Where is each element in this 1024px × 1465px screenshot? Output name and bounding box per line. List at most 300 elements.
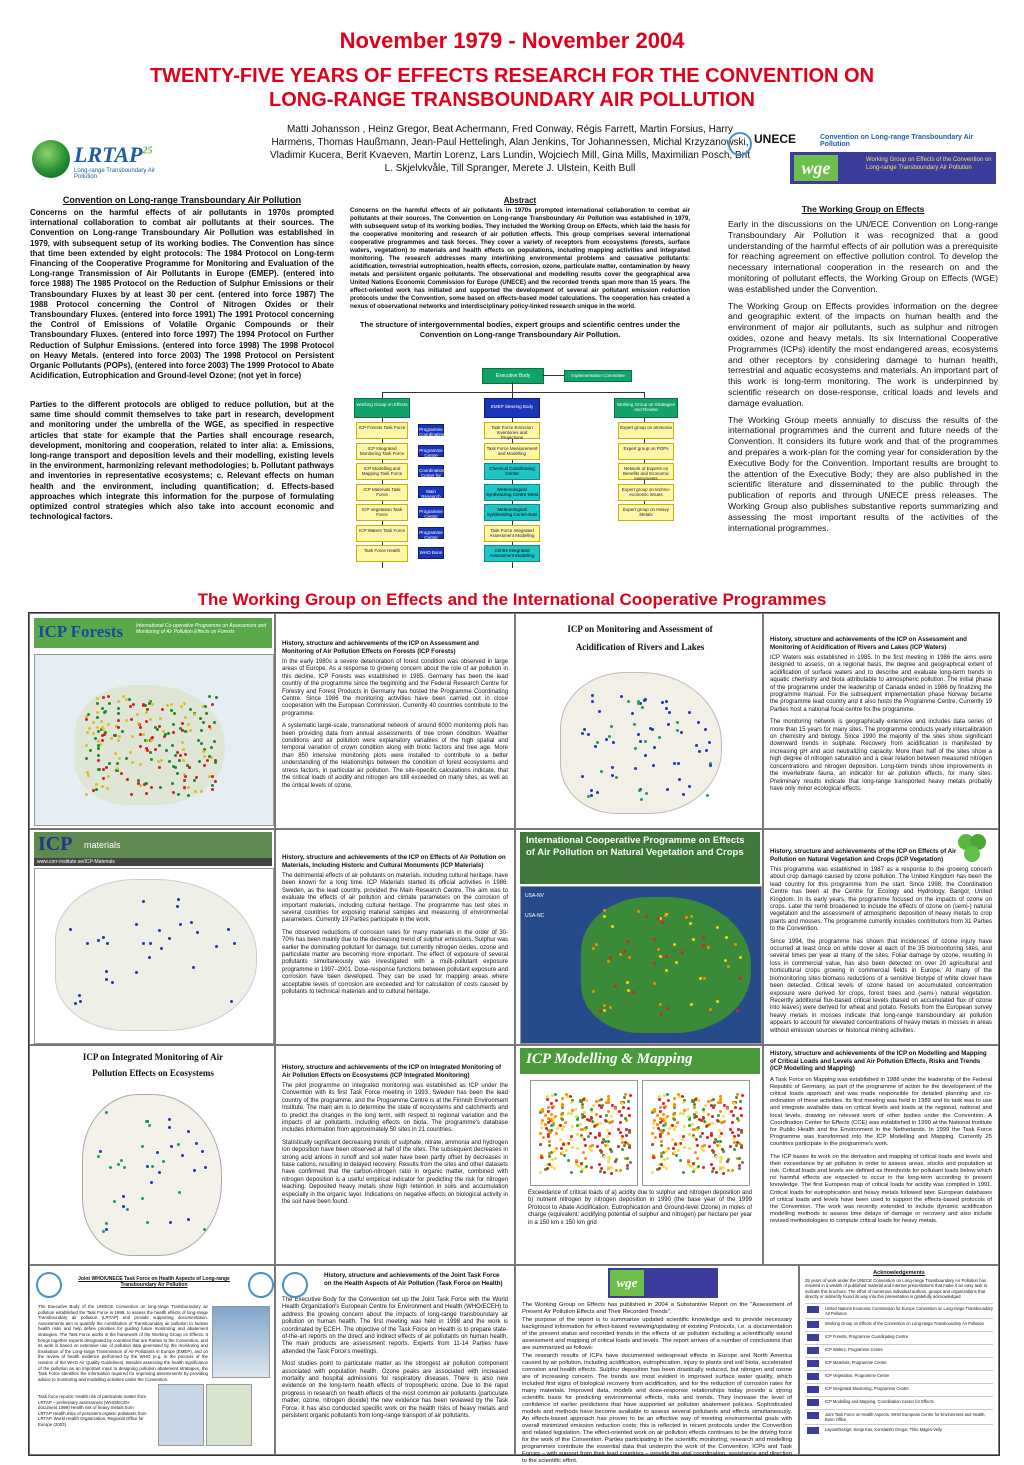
report-p2: The research results of ICPs have documented widespread effects in Europe and North America caused by air pollution, including acidification, eutrophication, injury to plants and soil biota, accelerated corrosion and health effects. Sulphur deposition has been drastically reduced, but nitrogen and ozone are of increasing concern. The trends are most evident in improved surface water quality, which included first signs of biological recovery from acidification, and for the reduction of corrosion rates for many materials. Improved data, models and dose-response relationships today provide a strong scientific basis for predicting environmental effects, risks and trends. They increase the level of confidence of earlier predictions that have supported air pollution abatement policies. Sophisticated models and methods have become available to assess several pollutants and effects simultaneously. An effects-based approach has proven to be an effective way of meeting environmental goals with overall minimized emission reduction costs; this is reflected in recent protocols under the Convention and related legislation. The effect-oriented work on air pollution effects continues to be the driving force for the work of the Convention. Parties participating in the scientific monitoring, research and modelling programmes contribute the essential data that underpin the work of the Convention. ICPs and Task Forces – with support from their lead countries – provide the vital coordination, assistance and direction to the scientific effort. [522, 1353, 792, 1464]
map-dot [621, 1148, 624, 1151]
materials-header-bar [34, 832, 272, 858]
org-wgsr-item-3: Expert group on techno-economic issues [618, 484, 674, 501]
map-dot [652, 1122, 655, 1125]
unece-conv-text: Convention on Long-range Transboundary Air Pollution [820, 134, 974, 148]
map-dot [118, 757, 121, 760]
map-dot [659, 1110, 662, 1113]
map-dot [672, 1113, 675, 1116]
map-dot [695, 1115, 698, 1118]
map-dot [619, 1131, 622, 1134]
map-dot [551, 1158, 554, 1161]
health-left-cell [29, 1265, 275, 1455]
map-dot [575, 1159, 578, 1162]
map-dot [688, 1118, 691, 1121]
map-dot [651, 1132, 654, 1135]
map-dot [732, 1114, 735, 1117]
ack-item [805, 1344, 993, 1357]
map-dot [151, 1165, 154, 1168]
map-dot [619, 1169, 622, 1172]
map-dot [576, 1118, 579, 1121]
map-dot [600, 1167, 603, 1170]
map-dot [688, 1133, 691, 1136]
mm-p2: The ICP bases its work on the derivation and mapping of critical loads and levels and their exceedance by air pollution in order to assess areas, stocks and population at risk. Critical loads and levels are defined as thresholds for pollutant loads below which no harmful effects are expected to occur in the long-term according to present knowledge. The first European map of critical loads for acidity was compiled in 1991. Critical loads for eutrophication and heavy metals followed later. European databases of critical loads and levels have been used to support the effects-based protocols of the Convention. The work was recently extended to include dynamic acidification modelling methods to assess time delays of damage or recovery and also include revised methodologies to compute critical loads for heavy metals. [770, 1153, 992, 1225]
map-dot [601, 1104, 604, 1107]
map-dot [611, 1104, 614, 1107]
map-dot [110, 737, 113, 740]
forests-map [34, 654, 274, 826]
map-dot [710, 1134, 713, 1137]
org-icp-2: ICP Modelling and Mapping Task Force [356, 463, 408, 480]
map-dot [168, 1126, 171, 1129]
authors: Matti Johansson , Heinz Gregor, Beat Achermann, Fred Conway, Régis Farrett, Martin Forsius, Harry Harmens, Thomas Haußmann, Jean-Paul Hettelingh, Alan Jenkins, Tor Johannessen, Michal Krzyzanowski, Vladimir Kucera, Berit Kvaeven, Martin Lorenz, Lars Lundin, Wojciech Mill, Gina Mills, Maximilian Posch, Brit L. Skjelvkvåle, Till Spranger, Merete J. Ulstein, Keith Bull [270, 124, 750, 174]
map-dot [677, 1149, 680, 1152]
map-dot [214, 780, 217, 783]
map-dot [716, 1000, 719, 1003]
map-dot [183, 786, 186, 789]
health-p2: Most studies point to particulate matter as the strongest air pollution component associated with population health. Ozone peaks are associated with increased mortality and hospital admissions for respiratory diseases. There is also new evidence on the long-term health effects of tropospheric ozone. Due to the rapid progress in research on health effects of the most common air pollutants (particulate matter, ozone, nitrogen dioxide) the new evidence has been reviewed by the Task Force. It has also conducted specific work on the health risks of heavy metals and persistent organic pollutants from long-range transport of air pollutants. [282, 1361, 508, 1420]
map-dot [688, 711, 691, 714]
map-dot [200, 742, 203, 745]
map-dot [674, 1143, 677, 1146]
forests-title: History, structure and achievements of the ICP on Assessment and Monitoring of Air Pollution Effects on Forests (ICP Forests) [282, 640, 479, 655]
map-dot [641, 706, 644, 709]
map-dot [97, 747, 100, 750]
map-dot [555, 1099, 558, 1102]
map-dot [722, 1172, 725, 1175]
map-dot [149, 751, 152, 754]
mm-header-bar [520, 1048, 760, 1074]
map-dot [620, 695, 623, 698]
map-dot [620, 1137, 623, 1140]
map-dot [603, 1171, 606, 1174]
mm-image-cell [515, 1045, 763, 1265]
map-dot [69, 928, 72, 931]
map-dot [614, 985, 617, 988]
ack-item-text: Working Group on Effects of the Convention on Long-range Transboundary Air Pollution [825, 1321, 984, 1327]
wge-p3: The Working Group meets annually to discuss the results of the international programmes and the current and future needs of the Convention. It considers its future work and that of the programmes and prepares a work-plan for the coming year for consideration by the Executive Body for the Convention. Important results are brought to the attention of the Executive Body; they are also published in the scientific literature and disseminated to the public through the publication of reports and through UNECE press releases. The Working Group also publishes substantive reports summarizing and assessing the most important results of the activities of the international programmes. [728, 414, 998, 533]
map-dot [628, 956, 631, 959]
materials-text-cell [275, 829, 515, 1045]
title-line-1: TWENTY-FIVE YEARS OF EFFECTS RESEARCH FOR THE CONVENTION ON [149, 65, 875, 87]
map-dot [590, 789, 593, 792]
map-dot [618, 1110, 621, 1113]
wge-p2: The Working Group on Effects provides information on the degree and geographic extent of the impacts on human health and the environment of major air pollutants, such as sulphur and nitrogen oxides, ozone and heavy metals. Its six International Cooperative Programmes (ICPs) identify the most endangered areas, ecosystems and other receptors by considering damage to human health, terrestrial and aquatic ecosystems and materials. An important part of this work is long-term monitoring. The work is underpinned by scientific research on dose-response, critical loads and levels and damage evaluation. [728, 300, 998, 408]
map-dot [199, 717, 202, 720]
map-dot [101, 785, 104, 788]
org-centre-0: Programme Coordinating Centre [418, 424, 444, 436]
report-cover-image-2 [158, 1384, 204, 1446]
map-dot [595, 1113, 598, 1116]
ack-item-text: ICP Forests, Programme Coordinating Centre [825, 1334, 908, 1340]
map-dot [693, 1168, 696, 1171]
map-dot [675, 961, 678, 964]
map-dot [623, 1144, 626, 1147]
map-dot [548, 1144, 551, 1147]
map-dot [589, 1132, 592, 1135]
map-dot [86, 731, 89, 734]
map-dot [667, 1132, 670, 1135]
map-dot [666, 1093, 669, 1096]
map-dot [546, 1095, 549, 1098]
map-dot [150, 1181, 153, 1184]
abstract-title: Abstract [503, 196, 537, 205]
map-dot [570, 1171, 573, 1174]
map-dot [708, 1123, 711, 1126]
map-dot [715, 1171, 718, 1174]
map-dot [692, 938, 695, 941]
map-dot [79, 1000, 82, 1003]
map-dot [195, 776, 198, 779]
map-dot [604, 1144, 607, 1147]
map-dot [581, 732, 584, 735]
map-dot [145, 782, 148, 785]
org-icp-6: Task Force Health [356, 545, 408, 562]
map-dot [184, 753, 187, 756]
org-emep-item-1: Task Force Measurement and Modelling [484, 443, 540, 460]
mm-caption: Exceedance of critical loads of a) acidity due to sulphur and nitrogen deposition and b) nutrient nitrogen by nitrogen deposition in 1990 (the base year of the 1999 Protocol to Abate Acidification, Eutrophication and Ground-level Ozone) in moles of charge (equivalent: acidifying potential of sulphur and nitrogen) per hectare per year in a 150 km x 150 km grid [528, 1190, 752, 1226]
map-dot [142, 942, 145, 945]
map-dot [208, 695, 211, 698]
map-dot [590, 1116, 593, 1119]
map-dot [617, 1145, 620, 1148]
map-dot [598, 1134, 601, 1137]
map-dot [211, 703, 214, 706]
waters-p1: ICP Waters was established in 1985. In the first meeting in 1986 the aims were designed to assess, on a regional basis, the degree and geographical extent of acidification of surface waters and to describe and evaluate long-term trends in aquatic chemistry and biota attributable to atmospheric pollution. The initial phase of the programme under the leadership of Canada ended in 1986 by finalizing the programme manual. For the subsequent implementation phase Norway became the programme lead country and it also hosts the Programme Centre. Currently 19 Parties host a national focal centre for the programme. [770, 655, 992, 713]
map-dot [667, 1147, 670, 1150]
map-dot [654, 1136, 657, 1139]
map-dot [596, 741, 599, 744]
map-dot [574, 1108, 577, 1111]
map-dot [102, 936, 105, 939]
org-centre-6: WHO Bonn [418, 547, 444, 559]
map-dot [590, 1149, 593, 1152]
map-dot [706, 1136, 709, 1139]
map-dot [539, 1132, 542, 1135]
map-dot [606, 1144, 609, 1147]
map-dot [97, 1155, 100, 1158]
map-dot [92, 789, 95, 792]
map-dot [673, 1097, 676, 1100]
map-dot [731, 1131, 734, 1134]
map-dot [541, 1110, 544, 1113]
map-dot [665, 1167, 668, 1170]
lrtap-25: 25 [142, 145, 153, 157]
map-dot [203, 764, 206, 767]
map-dot [720, 1132, 723, 1135]
map-dot [611, 774, 614, 777]
map-dot [607, 1110, 610, 1113]
map-dot [657, 1127, 660, 1130]
map-dot [605, 1114, 608, 1117]
ack-logo-icon [807, 1347, 819, 1354]
map-dot [570, 1135, 573, 1138]
map-dot [631, 712, 634, 715]
map-dot [125, 757, 128, 760]
forests-p1: In the early 1980s a severe deterioration of forest condition was observed in large areas of Europe. As a response to growing concern about the role of air pollution in this decline, ICP Forests was established in 1985. Germany has been the lead country of the programme since the beginning and the Federal Research Centre for Forestry and Forest Products in Germany has hosted the Programme Coordinating Centre. Since 1986 the monitoring activities have been carried out in close cooperation with the European Commission. Currently 40 countries contribute to the programme. [282, 659, 508, 717]
map-dot [712, 1106, 715, 1109]
map-dot [722, 1166, 725, 1169]
map-dot [569, 1095, 572, 1098]
map-dot [696, 1144, 699, 1147]
map-dot [179, 923, 182, 926]
map-dot [565, 1149, 568, 1152]
map-dot [735, 1144, 738, 1147]
map-dot [628, 1146, 631, 1149]
map-dot [730, 1110, 733, 1113]
map-dot [720, 1157, 723, 1160]
map-dot [690, 1003, 693, 1006]
map-dot [665, 969, 668, 972]
map-dot [628, 1114, 631, 1117]
date-range: November 1979 - November 2004 [339, 28, 685, 53]
ack-logo-icon [807, 1360, 819, 1367]
map-dot [102, 768, 105, 771]
map-dot [166, 704, 169, 707]
map-dot [74, 1002, 77, 1005]
map-dot [651, 1171, 654, 1174]
im-p2: Statistically significant decreasing trends of sulphate, nitrate, ammonia and hydrogen ion deposition have been observed at half of the sites. The subsequent decreases in strong acid anions in runoff and soil water have been partly offset by decreases in base cations, resulting in delayed recovery. Results from the sites and other datasets have confirmed that the carbon-nitrogen ratio in organic matter, combined with nitrogen deposition is a useful empirical indicator for predicting the risk for nitrogen leaching. Deposited heavy metals show high retention in soils and accumulation especially in the organic layer. Indications on negative effects on biological activity in the soil have been found. [282, 1139, 508, 1206]
map-dot [123, 1166, 126, 1169]
map-dot [608, 1121, 611, 1124]
map-dot [665, 1150, 668, 1153]
map-dot [626, 1167, 629, 1170]
map-dot [567, 1159, 570, 1162]
map-dot [111, 981, 114, 984]
wge-section-title: The Working Group on Effects [801, 204, 925, 214]
map-dot [703, 1144, 706, 1147]
health-left-reports: Task force reports: Health risk of particulate matter from LRTAP – preliminary assessment (WHO/ECEH document 1999) Health risk of heavy metals from LRTAP Health risks of persistent organic pollutants from LRTAP. World Health Organization, Regional Office for Europe (2003) [38, 1394, 147, 1427]
map-dot [672, 1147, 675, 1150]
map-dot [145, 1120, 148, 1123]
map-dot [555, 1132, 558, 1135]
wge-report-logo: wge [610, 1270, 644, 1296]
map-dot [740, 1146, 743, 1149]
health-title: History, structure and achievements of the Joint Task Force on the Health Aspects of Air Pollution (Task Force on Health) [324, 1272, 503, 1287]
map-dot [165, 749, 168, 752]
map-dot [122, 695, 125, 698]
map-dot [145, 711, 148, 714]
lrtap-sub: Long-range Transboundary Air Pollution [74, 168, 156, 180]
map-dot [592, 1104, 595, 1107]
org-emep-item-2: Chemical Coordinating Centre [484, 463, 540, 480]
map-dot [637, 910, 640, 913]
mm-p1: A Task Force on Mapping was established in 1988 under the leadership of the Federal Republic of Germany, as part of the programme of action for the development of the critical loads approach and was made responsible for detailed planning and co-ordination of these activities. Its first meeting was held in 1989 and its task was to use and integrate available data on critical levels and loads at the regional, national and local levels, drawing on relevant work of other bodies under the Convention. A Coordination Center for Effects (CCE) was established in 1990 at the National Institute for Public Health and the Environment in the Netherlands. In 1999 the Task Force Programme was transformed into the ICP Modelling and Mapping. Currently 25 countries participate in the programme's work. [770, 1076, 992, 1148]
health-left-title: Joint WHO/UNECE Task Force on Health Aspects of Long-range Transboundary Air Pollution [78, 1276, 230, 1288]
map-dot [122, 1205, 125, 1208]
map-dot [545, 1127, 548, 1130]
ack-text: 25 years of work under the UNECE Convention on Long-range Transboundary Air Pollution has resulted in a wealth of published material and internet presentations that make it an easy task to indicate this brochure. The effort of numerous individual authors, groups and organizations that directly or indirectly found its way into this presentation is gratefully acknowledged [805, 1278, 988, 1299]
map-dot [605, 738, 608, 741]
map-dot [105, 970, 108, 973]
ack-item [805, 1409, 993, 1424]
map-dot [606, 1135, 609, 1138]
map-dot [596, 791, 599, 794]
waters-map [550, 662, 730, 822]
map-dot [117, 1163, 120, 1166]
org-emep-item-6: Centre Integrated Assessment Modelling [484, 545, 540, 562]
map-dot [173, 712, 176, 715]
map-dot [682, 1112, 685, 1115]
map-dot [727, 965, 730, 968]
map-dot [726, 1107, 729, 1110]
map-dot [699, 1135, 702, 1138]
im-image-cell [29, 1045, 275, 1265]
clover-icon [954, 832, 990, 868]
map-dot [550, 1151, 553, 1154]
map-dot [158, 725, 161, 728]
ack-item [805, 1357, 993, 1370]
map-dot [591, 1144, 594, 1147]
map-dot [585, 1126, 588, 1129]
map-dot [607, 1101, 610, 1104]
map-dot [104, 710, 107, 713]
org-centre-4: Programme Centre [418, 506, 444, 518]
map-dot [699, 977, 702, 980]
map-dot [181, 1154, 184, 1157]
map-dot [607, 1140, 610, 1143]
map-dot [576, 1147, 579, 1150]
forests-header-bar [34, 618, 272, 648]
materials-map [34, 868, 274, 1044]
map-dot [101, 726, 104, 729]
map-dot [682, 1171, 685, 1174]
map-dot [547, 1110, 550, 1113]
map-dot [608, 1157, 611, 1160]
map-dot [162, 730, 165, 733]
map-dot [167, 732, 170, 735]
map-dot [615, 1158, 618, 1161]
map-dot [129, 751, 132, 754]
map-dot [656, 1114, 659, 1117]
report-cover-image-3 [206, 1384, 252, 1446]
map-dot [687, 1159, 690, 1162]
map-dot [667, 1099, 670, 1102]
map-dot [718, 1144, 721, 1147]
org-wge: Working Group on Effects [354, 398, 410, 418]
map-dot [662, 1113, 665, 1116]
map-dot [660, 1152, 663, 1155]
un-emblem-icon-2 [248, 1272, 274, 1298]
map-dot [571, 1146, 574, 1149]
map-dot [548, 1163, 551, 1166]
icp-grid [28, 612, 1000, 1464]
org-executive-body: Executive Body [482, 368, 544, 384]
forests-image-cell [29, 613, 275, 829]
map-dot [595, 943, 598, 946]
map-dot [702, 944, 705, 947]
map-dot [553, 1167, 556, 1170]
map-dot [105, 1222, 108, 1225]
ack-item-text: United Nations Economic Commission for Europe Convention on Long-range Transboundary Air Pollution [825, 1306, 993, 1317]
veg-p2: Since 1994, the programme has shown that incidences of ozone injury have occurred at least once on white clover at each of the 35 biomonitoring sites, and several times per year at many of the sites. Foliar damage by ozone, resulting in loss in commercial value, has also been detected on over 20 agricultural and horticultural crops growing in commercial fields in Europe. At many of the biomonitoring sites biomass reductions of a sensitive biotype of white clover have been detected. Critical levels of ozone based on accumulated concentration exposure were derived for crops, forest trees and (semi-) natural vegetation. Recently additional flux-based critical levels (based on accumulated flux of ozone into leaves) were derived for wheat and potato. Results from the European survey heavy metals in mosses indicate that long-range transboundary air pollution appears to account for elevated concentrations of heavy metals in mosses in areas without emission sources or historical mining activities. [770, 938, 992, 1034]
map-dot [117, 700, 120, 703]
map-dot [666, 1157, 669, 1160]
map-dot [612, 741, 615, 744]
map-dot [628, 1131, 631, 1134]
im-p1: The pilot programme on integrated monitoring was established as ICP under the Convention with its first Task Force meeting in 1993. Sweden has been the lead country of the programme, and the Programme Centre is at the Finnish Environment Institute. The main aim is to determine the state of ecosystems and catchments and to predict the changes in the long term, with respect to regional variation and the impacts of air pollutants, including effects on biota. The programme's database includes information from approximately 50 sites in 21 countries. [282, 1083, 508, 1134]
map-dot [625, 1134, 628, 1137]
map-dot [142, 703, 145, 706]
map-dot [683, 1146, 686, 1149]
map-dot [150, 786, 153, 789]
un-emblem-icon [728, 132, 752, 156]
map-dot [126, 778, 129, 781]
org-icp-1: ICP Integrated Monitoring Task Force [356, 443, 408, 460]
map-dot [666, 788, 669, 791]
map-dot [148, 1124, 151, 1127]
map-dot [86, 942, 89, 945]
map-dot [722, 1115, 725, 1118]
map-dot [137, 722, 140, 725]
map-dot [211, 775, 214, 778]
map-dot [697, 1165, 700, 1168]
map-dot [192, 966, 195, 969]
map-dot [664, 1122, 667, 1125]
map-dot [673, 1105, 676, 1108]
map-dot [682, 1135, 685, 1138]
convention-title: Convention on Long-range Transboundary Air Pollution [62, 195, 302, 205]
map-dot [595, 1100, 598, 1103]
map-dot [716, 926, 719, 929]
forests-text-cell [275, 613, 515, 829]
map-dot [200, 790, 203, 793]
map-dot [561, 1128, 564, 1131]
map-dot [722, 1150, 725, 1153]
map-dot [610, 1150, 613, 1153]
materials-image-cell [29, 829, 275, 1045]
org-emep-item-3: Meteorological Synthesizing Centre-West [484, 484, 540, 501]
map-dot [571, 1125, 574, 1128]
ack-logo-icon [807, 1412, 819, 1419]
ack-logo-icon [807, 1399, 819, 1406]
map-dot [658, 1167, 661, 1170]
map-dot [719, 1101, 722, 1104]
map-dot [599, 1170, 602, 1173]
map-dot [652, 764, 655, 767]
map-dot [644, 754, 647, 757]
ack-cell [799, 1265, 999, 1455]
org-icp-5: ICP Waters Task Force [356, 525, 408, 542]
map-dot [600, 770, 603, 773]
ack-title: Acknowledgements [873, 1270, 925, 1276]
map-dot [629, 1161, 632, 1164]
org-emep-item-5: Task Force Integrated Assessment Modelling [484, 525, 540, 542]
map-dot [607, 1095, 610, 1098]
map-dot [594, 1136, 597, 1139]
unece-text: UNECE [754, 132, 797, 146]
ack-logo-icon [807, 1386, 819, 1393]
waters-text-cell [763, 613, 999, 829]
ack-item [805, 1318, 993, 1331]
map-dot [603, 1155, 606, 1158]
map-dot [548, 1152, 551, 1155]
map-dot [584, 1144, 587, 1147]
map-dot [113, 1200, 116, 1203]
map-dot [739, 1107, 742, 1110]
map-dot [102, 1230, 105, 1233]
map-dot [737, 1134, 740, 1137]
map-dot [702, 1116, 705, 1119]
map-dot [735, 1096, 738, 1099]
map-dot [627, 989, 630, 992]
map-dot [687, 1115, 690, 1118]
org-emep: EMEP Steering Body [484, 398, 540, 418]
materials-url[interactable]: www.corr-institute.se/ICP-Materials [34, 858, 272, 866]
map-dot [575, 1163, 578, 1166]
map-dot [687, 1163, 690, 1166]
veg-legend-1: USA-NV [525, 893, 544, 899]
map-dot [148, 702, 151, 705]
